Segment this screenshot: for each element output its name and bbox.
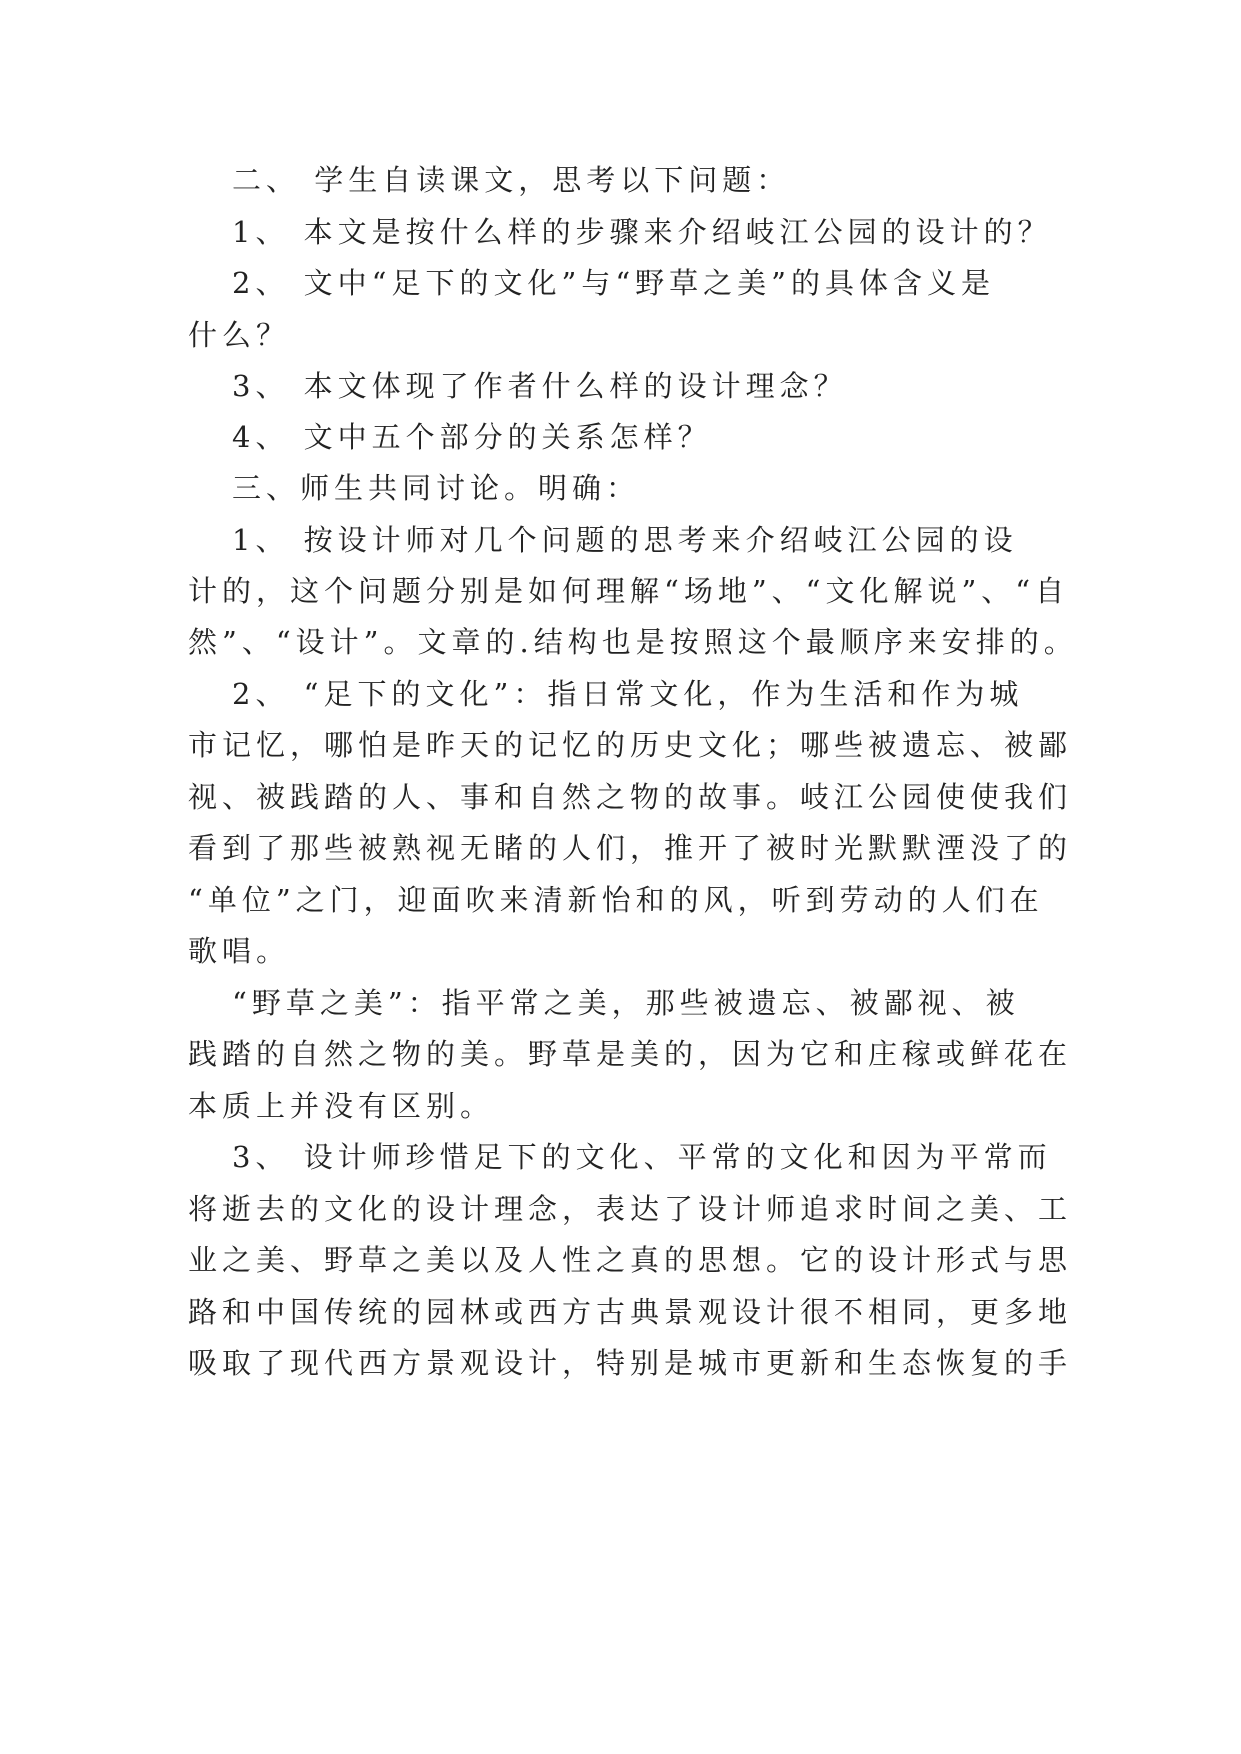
section-heading-two: 二、 学生自读课文，思考以下问题： [232,163,791,197]
answer-1-line-3: 然”、“设计”。文章的.结构也是按照这个最顺序来安排的。 [188,625,1078,659]
answer-2-line-3: 视、被践踏的人、事和自然之物的故事。岐江公园使使我们 [188,780,1073,814]
answer-1-line-1: 1、 按设计师对几个问题的思考来介绍岐江公园的设 [232,523,1018,557]
answer-2-line-5: “单位”之门，迎面吹来清新怡和的风，听到劳动的人们在 [188,883,1044,917]
question-3: 3、 本文体现了作者什么样的设计理念？ [232,369,848,403]
answer-2-line-2: 市记忆，哪怕是昨天的记忆的历史文化；哪些被遗忘、被鄙 [188,728,1073,762]
question-4: 4、 文中五个部分的关系怎样？ [232,420,712,454]
answer-2b-line-2: 践踏的自然之物的美。野草是美的，因为它和庄稼或鲜花在 [188,1037,1073,1071]
question-1: 1、 本文是按什么样的步骤来介绍岐江公园的设计的？ [232,215,1052,249]
answer-3-line-1: 3、 设计师珍惜足下的文化、平常的文化和因为平常而 [232,1140,1052,1174]
answer-3-line-4: 路和中国传统的园林或西方古典景观设计很不相同，更多地 [188,1295,1073,1329]
answer-2-line-6: 歌唱。 [188,934,291,968]
answer-3-line-5: 吸取了现代西方景观设计，特别是城市更新和生态恢复的手 [188,1346,1073,1380]
answer-2-line-4: 看到了那些被熟视无睹的人们，推开了被时光默默湮没了的 [188,831,1073,865]
answer-2b-line-1: “野草之美”：指平常之美，那些被遗忘、被鄙视、被 [232,986,1020,1020]
section-heading-three: 三、师生共同讨论。明确： [232,471,641,505]
answer-2b-line-3: 本质上并没有区别。 [188,1089,495,1123]
question-2: 2、 文中“足下的文化”与“野草之美”的具体含义是 [232,266,995,300]
answer-3-line-2: 将逝去的文化的设计理念，表达了设计师追求时间之美、工 [188,1192,1073,1226]
answer-1-line-2: 计的，这个问题分别是如何理解“场地”、“文化解说”、“自 [188,574,1070,608]
answer-3-line-3: 业之美、野草之美以及人性之真的思想。它的设计形式与思 [188,1243,1073,1277]
question-2-continued: 什么？ [188,318,291,352]
answer-2-line-1: 2、 “足下的文化”：指日常文化，作为生活和作为城 [232,677,1024,711]
